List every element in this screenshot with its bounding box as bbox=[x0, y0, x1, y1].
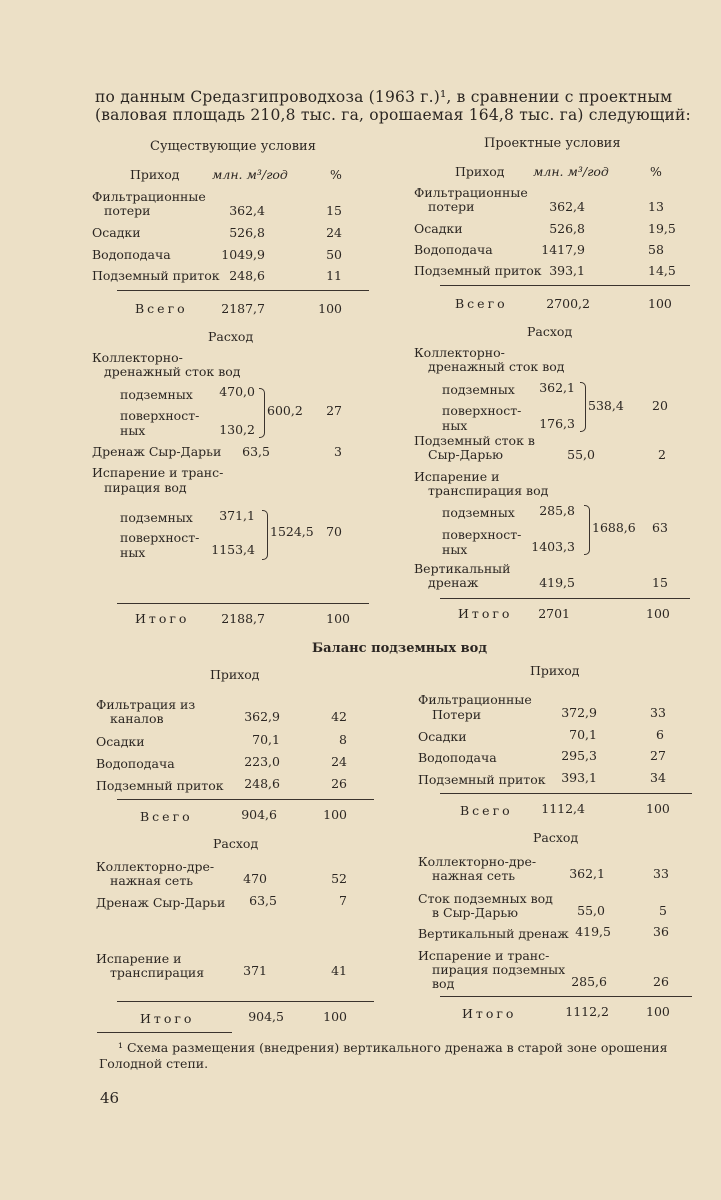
right-row-pct: 14,5 bbox=[648, 263, 676, 278]
bal-right-pct: 5 bbox=[659, 903, 667, 918]
bal-right-rule bbox=[440, 996, 692, 997]
right-total-pct: 100 bbox=[648, 296, 672, 311]
bal-right-itogo-v: 1112,2 bbox=[565, 1004, 609, 1019]
right-vd-v: 419,5 bbox=[539, 575, 575, 590]
bal-right-label: Коллекторно-дре- bbox=[418, 854, 537, 869]
left-syr-pct: 3 bbox=[334, 444, 342, 459]
right-kd-label: Коллекторно- bbox=[414, 345, 505, 360]
bal-right-itogo-pct: 100 bbox=[646, 1004, 670, 1019]
bal-right-label: Фильтрационные bbox=[418, 692, 532, 707]
bal-right-pct: 36 bbox=[653, 924, 669, 939]
right-vd-pct: 15 bbox=[652, 575, 668, 590]
bal-left-prihod: Приход bbox=[210, 667, 260, 682]
right-total-value: 2700,2 bbox=[546, 296, 590, 311]
right-vd-label: Вертикальный bbox=[414, 561, 511, 576]
right-kd-sum: 538,4 bbox=[588, 398, 624, 413]
bal-left-label: Фильтрация из bbox=[96, 697, 196, 712]
bal-left-rule bbox=[117, 1001, 374, 1002]
left-kd-sum: 600,2 bbox=[267, 403, 303, 418]
left-ev-surf-v: 1153,4 bbox=[211, 542, 255, 557]
bal-right-label: Вертикальный дренаж bbox=[418, 926, 569, 941]
bal-left-value: 470 bbox=[243, 871, 267, 886]
bal-right-value: 393,1 bbox=[561, 770, 597, 785]
left-ev-sum: 1524,5 bbox=[270, 524, 314, 539]
left-ev-pct: 70 bbox=[326, 524, 342, 539]
right-itogo-value: 2701 bbox=[538, 606, 570, 621]
bal-left-rule bbox=[117, 799, 374, 800]
right-vd-label: дренаж bbox=[428, 575, 479, 590]
left-ev-brace bbox=[262, 510, 268, 560]
bal-left-itogo-label: Итого bbox=[140, 1011, 195, 1026]
bal-left-total-v: 904,6 bbox=[241, 807, 277, 822]
left-row-pct: 15 bbox=[326, 203, 342, 218]
right-row-value: 526,8 bbox=[549, 221, 585, 236]
bal-right-value: 295,3 bbox=[561, 748, 597, 763]
bal-left-pct: 42 bbox=[331, 709, 347, 724]
bal-right-total-label: Всего bbox=[460, 803, 513, 818]
left-kd-surf-v: 130,2 bbox=[219, 422, 255, 437]
right-ev-surf: ных bbox=[442, 542, 468, 557]
right-ev-label: Испарение и bbox=[414, 469, 500, 484]
right-kd-under-v: 362,1 bbox=[539, 380, 575, 395]
right-row-label: Осадки bbox=[414, 221, 463, 236]
bal-left-value: 223,0 bbox=[244, 754, 280, 769]
bal-right-rule bbox=[440, 793, 692, 794]
page-number: 46 bbox=[100, 1089, 120, 1107]
left-row-value: 248,6 bbox=[229, 268, 265, 283]
bal-right-value: 419,5 bbox=[575, 924, 611, 939]
right-row-pct: 19,5 bbox=[648, 221, 676, 236]
bal-right-value: 362,1 bbox=[569, 866, 605, 881]
bal-left-value: 63,5 bbox=[249, 893, 277, 908]
footnote-line-2: Голодной степи. bbox=[99, 1056, 209, 1071]
right-pod-v: 55,0 bbox=[567, 447, 595, 462]
right-row-pct: 13 bbox=[648, 199, 664, 214]
bal-left-label: транспирация bbox=[110, 965, 205, 980]
bal-left-label: Подземный приток bbox=[96, 778, 224, 793]
left-title: Существующие условия bbox=[150, 139, 316, 154]
bal-left-pct: 52 bbox=[331, 871, 347, 886]
right-row-label: Подземный приток bbox=[414, 263, 542, 278]
left-ev-label: пирация вод bbox=[104, 480, 187, 495]
bal-left-label: Осадки bbox=[96, 734, 145, 749]
bal-right-label: Подземный приток bbox=[418, 772, 546, 787]
left-itogo-label: Итого bbox=[135, 611, 190, 626]
bal-left-value: 70,1 bbox=[252, 732, 280, 747]
bal-left-label: нажная сеть bbox=[110, 873, 194, 888]
right-ev-sum: 1688,6 bbox=[592, 520, 636, 535]
right-kd-label: дренажный сток вод bbox=[428, 359, 565, 374]
bal-left-label: Коллекторно-дре- bbox=[96, 859, 215, 874]
right-rashod: Расход bbox=[527, 324, 573, 339]
left-total-label: Всего bbox=[135, 301, 188, 316]
left-kd-under: подземных bbox=[120, 387, 193, 402]
left-kd-brace bbox=[259, 388, 265, 438]
left-ev-under: подземных bbox=[120, 510, 193, 525]
bal-right-value: 55,0 bbox=[577, 903, 605, 918]
right-ev-surf: поверхност- bbox=[442, 527, 522, 542]
right-row-value: 362,4 bbox=[549, 199, 585, 214]
bal-left-label: Испарение и bbox=[96, 951, 182, 966]
left-row-label: Водоподача bbox=[92, 247, 171, 262]
bal-left-value: 362,9 bbox=[244, 709, 280, 724]
right-total-label: Всего bbox=[455, 296, 508, 311]
right-row-pct: 58 bbox=[648, 242, 664, 257]
footnote-rule bbox=[97, 1032, 232, 1033]
bal-right-label: Потери bbox=[432, 707, 482, 722]
left-syr-v: 63,5 bbox=[242, 444, 270, 459]
bal-left-pct: 41 bbox=[331, 963, 347, 978]
left-rule bbox=[117, 290, 369, 291]
bal-right-pct: 33 bbox=[650, 705, 666, 720]
bal-left-pct: 7 bbox=[339, 893, 347, 908]
left-row-pct: 24 bbox=[326, 225, 342, 240]
left-row-value: 526,8 bbox=[229, 225, 265, 240]
right-ev-label: транспирация вод bbox=[428, 483, 549, 498]
intro-line-2: (валовая площадь 210,8 тыс. га, орошаемая 164,8 тыс. га) следующий: bbox=[95, 106, 691, 124]
right-kd-under: подземных bbox=[442, 382, 515, 397]
bal-right-total-v: 1112,4 bbox=[541, 801, 585, 816]
right-row-label: потери bbox=[428, 199, 475, 214]
balance-title: Баланс подземных вод bbox=[312, 641, 487, 656]
left-row-label: Подземный приток bbox=[92, 268, 220, 283]
right-rule bbox=[440, 598, 690, 599]
left-ev-under-v: 371,1 bbox=[219, 508, 255, 523]
bal-left-pct: 8 bbox=[339, 732, 347, 747]
bal-left-label: каналов bbox=[110, 711, 164, 726]
bal-left-value: 248,6 bbox=[244, 776, 280, 791]
bal-right-total-pct: 100 bbox=[646, 801, 670, 816]
left-itogo-value: 2188,7 bbox=[221, 611, 265, 626]
left-row-label: Фильтрационные bbox=[92, 189, 206, 204]
bal-left-total-label: Всего bbox=[140, 809, 193, 824]
bal-right-pct: 34 bbox=[650, 770, 666, 785]
right-row-label: Фильтрационные bbox=[414, 185, 528, 200]
bal-right-rashod: Расход bbox=[533, 830, 579, 845]
bal-left-total-pct: 100 bbox=[323, 807, 347, 822]
bal-left-value: 371 bbox=[243, 963, 267, 978]
left-kd-label: дренажный сток вод bbox=[104, 364, 241, 379]
bal-left-pct: 24 bbox=[331, 754, 347, 769]
left-row-label: Осадки bbox=[92, 225, 141, 240]
left-row-pct: 50 bbox=[326, 247, 342, 262]
bal-left-pct: 26 bbox=[331, 776, 347, 791]
left-row-value: 1049,9 bbox=[221, 247, 265, 262]
right-row-label: Водоподача bbox=[414, 242, 493, 257]
right-rule bbox=[440, 285, 690, 286]
right-col-pct: % bbox=[650, 164, 662, 179]
left-kd-surf: ных bbox=[120, 423, 146, 438]
right-itogo-label: Итого bbox=[458, 606, 513, 621]
right-ev-brace bbox=[584, 505, 590, 555]
left-itogo-pct: 100 bbox=[326, 611, 350, 626]
bal-right-label: вод bbox=[432, 976, 455, 991]
bal-left-itogo-pct: 100 bbox=[323, 1009, 347, 1024]
left-kd-label: Коллекторно- bbox=[92, 350, 183, 365]
bal-right-pct: 27 bbox=[650, 748, 666, 763]
bal-right-value: 70,1 bbox=[569, 727, 597, 742]
right-pod-pct: 2 bbox=[658, 447, 666, 462]
left-row-label: потери bbox=[104, 203, 151, 218]
bal-right-label: пирация подземных bbox=[432, 962, 566, 977]
bal-right-pct: 6 bbox=[656, 727, 664, 742]
right-kd-brace bbox=[580, 382, 586, 432]
left-syr-label: Дренаж Сыр-Дарьи bbox=[92, 444, 222, 459]
left-col-pct: % bbox=[330, 167, 342, 182]
left-row-pct: 11 bbox=[326, 268, 342, 283]
bal-right-label: в Сыр-Дарью bbox=[432, 905, 519, 920]
left-total-value: 2187,7 bbox=[221, 301, 265, 316]
bal-right-pct: 33 bbox=[653, 866, 669, 881]
left-kd-pct: 27 bbox=[326, 403, 342, 418]
left-ev-surf: поверхност- bbox=[120, 530, 200, 545]
left-total-pct: 100 bbox=[318, 301, 342, 316]
bal-right-prihod: Приход bbox=[530, 663, 580, 678]
bal-left-rashod: Расход bbox=[213, 836, 259, 851]
bal-right-value: 285,6 bbox=[571, 974, 607, 989]
right-kd-surf: ных bbox=[442, 418, 468, 433]
left-ev-label: Испарение и транс- bbox=[92, 465, 224, 480]
bal-left-label: Водоподача bbox=[96, 756, 175, 771]
right-ev-under: подземных bbox=[442, 505, 515, 520]
bal-right-label: нажная сеть bbox=[432, 868, 516, 883]
right-pod-label: Подземный сток в bbox=[414, 433, 535, 448]
left-rule bbox=[117, 603, 369, 604]
right-ev-pct: 63 bbox=[652, 520, 668, 535]
bal-right-pct: 26 bbox=[653, 974, 669, 989]
left-rashod: Расход bbox=[208, 329, 254, 344]
right-itogo-pct: 100 bbox=[646, 606, 670, 621]
right-col-units: млн. м³/год bbox=[533, 164, 609, 179]
right-ev-under-v: 285,8 bbox=[539, 503, 575, 518]
right-kd-surf-v: 176,3 bbox=[539, 416, 575, 431]
left-row-value: 362,4 bbox=[229, 203, 265, 218]
right-ev-surf-v: 1403,3 bbox=[531, 539, 575, 554]
right-col-prihod: Приход bbox=[455, 164, 505, 179]
left-col-prihod: Приход bbox=[130, 167, 180, 182]
bal-right-label: Испарение и транс- bbox=[418, 948, 550, 963]
bal-right-label: Сток подземных вод bbox=[418, 891, 553, 906]
left-col-units: млн. м³/год bbox=[212, 167, 288, 182]
right-title: Проектные условия bbox=[484, 136, 621, 151]
bal-right-itogo-label: Итого bbox=[462, 1006, 517, 1021]
bal-right-label: Осадки bbox=[418, 729, 467, 744]
right-row-value: 1417,9 bbox=[541, 242, 585, 257]
left-kd-under-v: 470,0 bbox=[219, 384, 255, 399]
left-kd-surf: поверхност- bbox=[120, 408, 200, 423]
bal-left-itogo-v: 904,5 bbox=[248, 1009, 284, 1024]
left-ev-surf: ных bbox=[120, 545, 146, 560]
bal-right-value: 372,9 bbox=[561, 705, 597, 720]
bal-left-label: Дренаж Сыр-Дарьи bbox=[96, 895, 226, 910]
bal-right-label: Водоподача bbox=[418, 750, 497, 765]
right-pod-label: Сыр-Дарью bbox=[428, 447, 504, 462]
right-row-value: 393,1 bbox=[549, 263, 585, 278]
right-kd-pct: 20 bbox=[652, 398, 668, 413]
intro-line-1: по данным Средазгипроводхоза (1963 г.)¹, в сравнении с проектным bbox=[95, 88, 673, 106]
right-kd-surf: поверхност- bbox=[442, 403, 522, 418]
footnote-line-1: ¹ Схема размещения (внедрения) вертикального дренажа в старой зоне орошения bbox=[118, 1040, 668, 1055]
